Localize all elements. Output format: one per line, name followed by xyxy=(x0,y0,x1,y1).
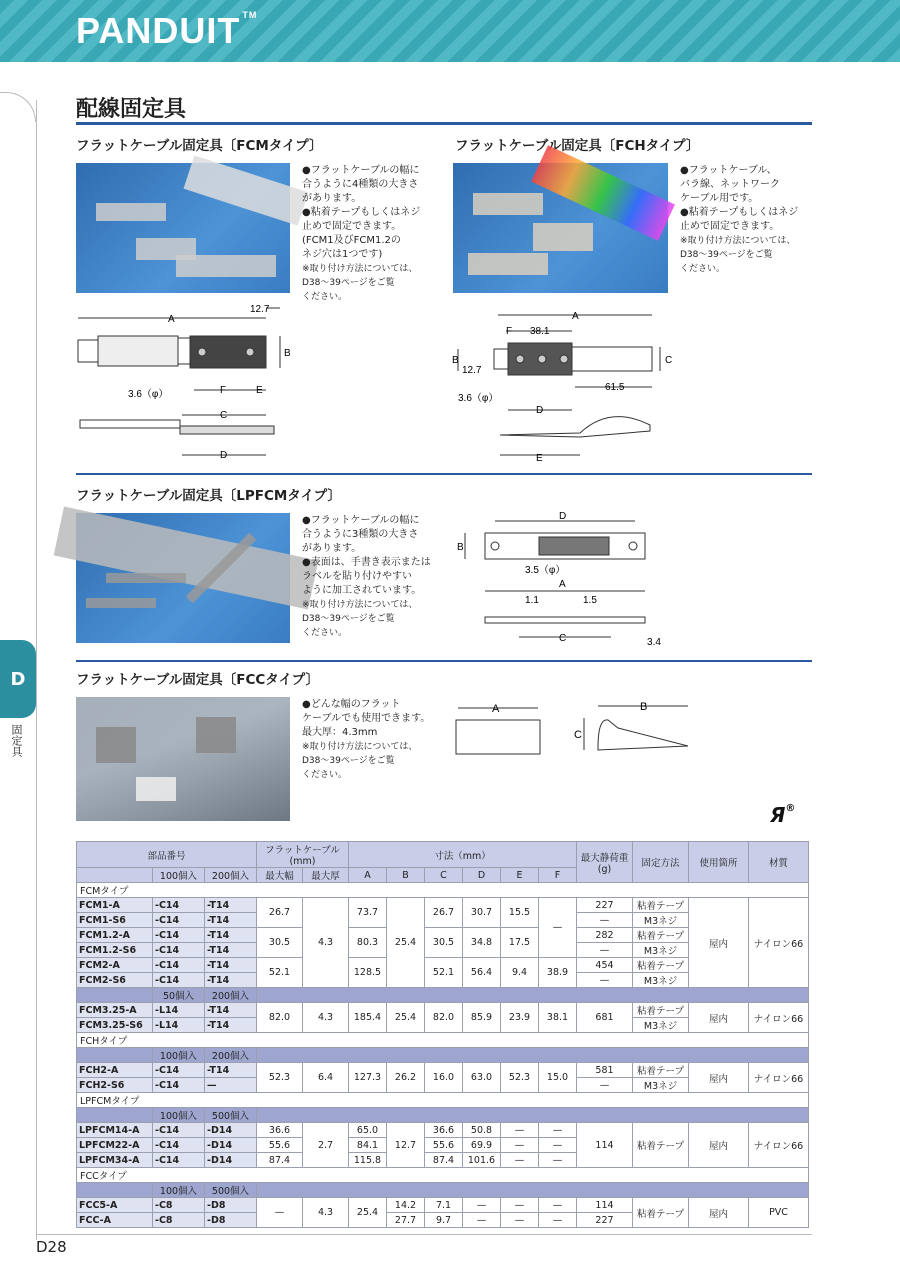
drawing-element: A xyxy=(492,703,500,715)
fcm-photo xyxy=(76,163,290,293)
table-cell: -L14 xyxy=(153,1018,205,1033)
table-cell: -T14 xyxy=(205,1003,257,1018)
drawing-element: A xyxy=(559,579,566,590)
drawing-element: B xyxy=(452,355,459,366)
table-cell: 87.4 xyxy=(257,1153,303,1168)
table-cell: 100個入 xyxy=(153,1108,205,1123)
table-cell: 681 xyxy=(577,1003,633,1033)
lpfcm-dimension-drawing xyxy=(455,505,675,653)
table-cell: A xyxy=(349,868,387,883)
table-cell: FCM2-S6 xyxy=(77,973,153,988)
table-cell: -L14 xyxy=(153,1003,205,1018)
table-cell: M3ネジ xyxy=(633,973,689,988)
table-cell: PVC xyxy=(749,1198,809,1228)
page-title: 配線固定具 xyxy=(76,97,187,122)
table-cell: 最大幅 xyxy=(257,868,303,883)
table-cell: — xyxy=(539,898,577,958)
note-line: 合うように4種類の大きさ xyxy=(302,179,419,190)
table-cell: B xyxy=(387,868,425,883)
drawing-element: B xyxy=(640,701,648,713)
table-cell: 材質 xyxy=(749,842,809,883)
table-cell: 粘着テープ xyxy=(633,1198,689,1228)
table-cell: -C14 xyxy=(153,1138,205,1153)
note-line: ●フラットケーブル、 xyxy=(680,165,777,176)
table-cell: 115.8 xyxy=(349,1153,387,1168)
section-tab-label: 固定具 xyxy=(10,724,23,757)
note-line: ケーブル用です。 xyxy=(680,193,759,204)
drawing-element: 3.4 xyxy=(647,637,661,648)
table-cell xyxy=(77,1108,153,1123)
table-cell: — xyxy=(257,1198,303,1228)
table-cell: -D14 xyxy=(205,1138,257,1153)
drawing-element: 3.5（φ） xyxy=(525,565,566,576)
table-cell: — xyxy=(577,973,633,988)
table-cell: -C14 xyxy=(153,1153,205,1168)
note-line: ください。 xyxy=(302,292,348,302)
drawing-element: 12.7 xyxy=(250,304,270,315)
table-cell: 最大静荷重 (g) xyxy=(577,842,633,883)
table-cell: — xyxy=(501,1123,539,1138)
note-line: ●粘着テープもしくはネジ xyxy=(302,207,421,218)
drawing-element xyxy=(180,426,274,434)
fch-dimension-drawing xyxy=(450,305,690,470)
note-line: 最大厚：4.3mm xyxy=(302,727,378,738)
table-cell: ナイロン66 xyxy=(749,898,809,988)
table-cell: — xyxy=(539,1138,577,1153)
note-line: ●フラットケーブルの幅に xyxy=(302,165,420,176)
table-cell: LPFCMタイプ xyxy=(77,1093,809,1108)
table-cell xyxy=(257,1108,809,1123)
note-line: ください。 xyxy=(302,628,348,638)
table-cell: ナイロン66 xyxy=(749,1003,809,1033)
table-cell: 185.4 xyxy=(349,1003,387,1033)
drawing-element: A xyxy=(572,311,579,322)
table-cell: E xyxy=(501,868,539,883)
table-cell: 65.0 xyxy=(349,1123,387,1138)
table-cell: 38.9 xyxy=(539,958,577,988)
table-cell: -D14 xyxy=(205,1153,257,1168)
note-line: D38～39ページをご覧 xyxy=(302,278,395,288)
table-cell: FCMタイプ xyxy=(77,883,809,898)
note-line: があります。 xyxy=(302,543,362,554)
table-cell: — xyxy=(463,1213,501,1228)
table-cell: -T14 xyxy=(205,973,257,988)
table-cell: -T14 xyxy=(205,898,257,913)
table-cell: 25.4 xyxy=(387,1003,425,1033)
drawing-element: B xyxy=(457,542,464,553)
title-rule xyxy=(76,122,812,125)
table-cell: — xyxy=(501,1153,539,1168)
note-line: (FCM1及びFCM1.2の xyxy=(302,235,401,246)
table-cell xyxy=(77,1048,153,1063)
table-cell: 282 xyxy=(577,928,633,943)
drawing-element: A xyxy=(168,314,175,325)
drawing-element xyxy=(80,420,180,428)
note-line: ※取り付け方法については、 xyxy=(302,264,418,274)
table-cell: -T14 xyxy=(205,958,257,973)
table-cell: 9.7 xyxy=(425,1213,463,1228)
fch-heading: フラットケーブル固定具〔FCHタイプ〕 xyxy=(455,138,700,154)
table-cell: 14.2 xyxy=(387,1198,425,1213)
table-cell: LPFCM14-A xyxy=(77,1123,153,1138)
table-cell: 36.6 xyxy=(257,1123,303,1138)
table-cell: 52.1 xyxy=(425,958,463,988)
fcc-heading: フラットケーブル固定具〔FCCタイプ〕 xyxy=(76,672,320,688)
drawing-element: F xyxy=(506,326,513,337)
note-line: ネジ穴は1つです) xyxy=(302,249,383,260)
table-cell: -T14 xyxy=(205,943,257,958)
table-cell: ナイロン66 xyxy=(749,1123,809,1168)
table-cell xyxy=(257,1048,809,1063)
table-cell: 固定方法 xyxy=(633,842,689,883)
note-line: ように加工されています。 xyxy=(302,585,422,596)
table-cell xyxy=(77,1183,153,1198)
table-cell: 581 xyxy=(577,1063,633,1078)
drawing-element xyxy=(485,617,645,623)
table-cell: 屋内 xyxy=(689,1003,749,1033)
table-cell: 200個入 xyxy=(205,988,257,1003)
table-cell: 52.3 xyxy=(257,1063,303,1093)
table-cell: FCM3.25-A xyxy=(77,1003,153,1018)
table-cell: -C14 xyxy=(153,943,205,958)
fcc-dimension-drawing xyxy=(448,698,698,773)
table-cell: 屋内 xyxy=(689,1198,749,1228)
table-cell: FCHタイプ xyxy=(77,1033,809,1048)
drawing-element xyxy=(538,355,546,363)
table-cell: 56.4 xyxy=(463,958,501,988)
table-cell: 69.9 xyxy=(463,1138,501,1153)
table-cell: 26.2 xyxy=(387,1063,425,1093)
table-cell: — xyxy=(463,1198,501,1213)
drawing-element: C xyxy=(220,410,228,421)
note-line: 止めで固定できます。 xyxy=(302,221,402,232)
note-line: 合うように3種類の大きさ xyxy=(302,529,419,540)
table-cell: 82.0 xyxy=(257,1003,303,1033)
header-banner xyxy=(0,0,900,62)
drawing-element xyxy=(598,720,688,750)
table-cell: 粘着テープ xyxy=(633,928,689,943)
table-cell: 4.3 xyxy=(303,1198,349,1228)
divider-2 xyxy=(76,660,812,662)
footer-rule xyxy=(36,1234,812,1235)
table-cell: ナイロン66 xyxy=(749,1063,809,1093)
table-cell xyxy=(257,1183,809,1198)
table-cell: 25.4 xyxy=(387,898,425,988)
table-cell: 454 xyxy=(577,958,633,973)
drawing-element xyxy=(98,336,178,366)
margin-curve xyxy=(0,92,36,122)
table-cell: 55.6 xyxy=(257,1138,303,1153)
table-cell xyxy=(77,868,153,883)
margin-line xyxy=(36,100,37,1240)
table-cell: 屋内 xyxy=(689,1123,749,1168)
table-cell: 25.4 xyxy=(349,1198,387,1228)
table-cell: 15.5 xyxy=(501,898,539,928)
drawing-element: D xyxy=(536,405,544,416)
drawing-element: C xyxy=(574,729,582,741)
table-cell: 粘着テープ xyxy=(633,958,689,973)
drawing-element: D xyxy=(559,511,567,522)
table-cell: 87.4 xyxy=(425,1153,463,1168)
table-cell: M3ネジ xyxy=(633,1078,689,1093)
table-cell: 114 xyxy=(577,1123,633,1168)
ul-certification-mark: Я® xyxy=(770,803,796,827)
table-cell xyxy=(257,988,809,1003)
note-line: 止めで固定できます。 xyxy=(680,221,780,232)
table-cell: FCM2-A xyxy=(77,958,153,973)
table-cell: 17.5 xyxy=(501,928,539,958)
table-cell: 2.7 xyxy=(303,1123,349,1168)
table-cell: -C14 xyxy=(153,898,205,913)
note-line: ※取り付け方法については、 xyxy=(302,742,418,752)
table-cell: M3ネジ xyxy=(633,913,689,928)
table-cell: FCM1-S6 xyxy=(77,913,153,928)
table-cell: 34.8 xyxy=(463,928,501,958)
table-cell: -T14 xyxy=(205,1018,257,1033)
fcm-dimension-drawing xyxy=(70,300,310,465)
table-cell: 200個入 xyxy=(205,1048,257,1063)
drawing-element xyxy=(198,348,206,356)
table-cell: FCM1.2-S6 xyxy=(77,943,153,958)
drawing-element xyxy=(494,349,508,369)
note-line: ください。 xyxy=(680,264,726,274)
lpfcm-notes xyxy=(302,514,442,640)
drawing-element xyxy=(500,417,650,437)
note-line: ケーブルでも使用できます。 xyxy=(302,713,431,724)
table-cell: -T14 xyxy=(205,928,257,943)
table-cell: 200個入 xyxy=(205,868,257,883)
table-cell: -T14 xyxy=(205,1063,257,1078)
lpfcm-photo xyxy=(76,513,290,643)
note-line: ●どんな幅のフラット xyxy=(302,699,401,710)
drawing-element xyxy=(629,542,637,550)
table-cell: -C8 xyxy=(153,1198,205,1213)
table-cell: 73.7 xyxy=(349,898,387,928)
panduit-logo: PANDUIT ™ xyxy=(76,10,258,51)
table-cell: — xyxy=(539,1213,577,1228)
note-line: ください。 xyxy=(302,770,348,780)
table-cell: 227 xyxy=(577,1213,633,1228)
table-cell: C xyxy=(425,868,463,883)
table-cell: 4.3 xyxy=(303,1003,349,1033)
section-tab: D xyxy=(0,640,36,718)
table-cell: 100個入 xyxy=(153,1183,205,1198)
drawing-element xyxy=(246,348,254,356)
table-cell: -C8 xyxy=(153,1213,205,1228)
table-cell: 85.9 xyxy=(463,1003,501,1033)
table-cell: FCC5-A xyxy=(77,1198,153,1213)
note-line: ラベルを貼り付けやすい xyxy=(302,571,412,582)
table-cell: 最大厚 xyxy=(303,868,349,883)
table-cell: M3ネジ xyxy=(633,943,689,958)
note-line: ※取り付け方法については、 xyxy=(302,600,418,610)
note-line: があります。 xyxy=(302,193,362,204)
table-cell: M3ネジ xyxy=(633,1018,689,1033)
note-line: ●表面は、手書き表示または xyxy=(302,557,431,568)
drawing-element xyxy=(560,355,568,363)
fch-notes xyxy=(680,164,815,276)
table-cell: -D14 xyxy=(205,1123,257,1138)
table-cell: LPFCM34-A xyxy=(77,1153,153,1168)
table-cell: 84.1 xyxy=(349,1138,387,1153)
table-cell: -D8 xyxy=(205,1213,257,1228)
note-line: ※取り付け方法については、 xyxy=(680,236,796,246)
table-cell: 55.6 xyxy=(425,1138,463,1153)
drawing-element: 12.7 xyxy=(462,365,482,376)
table-cell: 128.5 xyxy=(349,958,387,988)
table-cell: 38.1 xyxy=(539,1003,577,1033)
fch-photo xyxy=(453,163,668,293)
drawing-element xyxy=(516,355,524,363)
fcm-notes xyxy=(302,164,442,304)
table-cell: — xyxy=(205,1078,257,1093)
table-cell: 52.3 xyxy=(501,1063,539,1093)
drawing-element: C xyxy=(665,355,673,366)
table-cell: 粘着テープ xyxy=(633,1003,689,1018)
table-cell: F xyxy=(539,868,577,883)
note-line: D38～39ページをご覧 xyxy=(302,756,395,766)
table-cell: -C14 xyxy=(153,928,205,943)
table-cell: — xyxy=(577,1078,633,1093)
table-cell: 227 xyxy=(577,898,633,913)
table-cell: 30.5 xyxy=(257,928,303,958)
table-cell: 12.7 xyxy=(387,1123,425,1168)
drawing-element xyxy=(491,542,499,550)
drawing-element: 1.5 xyxy=(583,595,597,606)
table-cell: -C14 xyxy=(153,958,205,973)
drawing-element xyxy=(572,347,652,371)
table-cell: 30.7 xyxy=(463,898,501,928)
table-cell: FCM1.2-A xyxy=(77,928,153,943)
table-cell xyxy=(77,988,153,1003)
table-cell: -T14 xyxy=(205,913,257,928)
drawing-element xyxy=(456,720,540,754)
table-cell: FCH2-A xyxy=(77,1063,153,1078)
table-cell: 63.0 xyxy=(463,1063,501,1093)
table-cell: FCCタイプ xyxy=(77,1168,809,1183)
fcc-photo xyxy=(76,697,290,821)
table-cell: 80.3 xyxy=(349,928,387,958)
note-line: ●フラットケーブルの幅に xyxy=(302,515,420,526)
drawing-element xyxy=(539,537,609,555)
table-cell: — xyxy=(539,1198,577,1213)
table-cell: 26.7 xyxy=(425,898,463,928)
table-cell: -C14 xyxy=(153,913,205,928)
table-cell: 26.7 xyxy=(257,898,303,928)
drawing-element: D xyxy=(220,450,228,461)
note-line: ●粘着テープもしくはネジ xyxy=(680,207,799,218)
fcm-heading: フラットケーブル固定具〔FCMタイプ〕 xyxy=(76,138,323,154)
table-cell: 7.1 xyxy=(425,1198,463,1213)
table-cell: 100個入 xyxy=(153,1048,205,1063)
drawing-element: 61.5 xyxy=(605,382,625,393)
table-cell: 127.3 xyxy=(349,1063,387,1093)
table-cell: 30.5 xyxy=(425,928,463,958)
table-cell: 粘着テープ xyxy=(633,1063,689,1078)
table-cell: -C14 xyxy=(153,1078,205,1093)
table-cell: LPFCM22-A xyxy=(77,1138,153,1153)
divider-1 xyxy=(76,473,812,475)
table-cell: 101.6 xyxy=(463,1153,501,1168)
table-cell: 粘着テープ xyxy=(633,898,689,913)
table-cell: 50.8 xyxy=(463,1123,501,1138)
table-cell: FCC-A xyxy=(77,1213,153,1228)
table-cell: — xyxy=(539,1153,577,1168)
note-line: バラ線、ネットワーク xyxy=(680,179,780,190)
table-cell: 23.9 xyxy=(501,1003,539,1033)
drawing-element xyxy=(178,338,190,364)
drawing-element: 1.1 xyxy=(525,595,539,606)
table-cell: — xyxy=(577,913,633,928)
drawing-element xyxy=(78,340,98,362)
table-cell: 50個入 xyxy=(153,988,205,1003)
table-cell: 粘着テープ xyxy=(633,1123,689,1168)
drawing-element: 38.1 xyxy=(530,326,550,337)
drawing-element: B xyxy=(284,348,291,359)
note-line: D38～39ページをご覧 xyxy=(302,614,395,624)
table-cell: 6.4 xyxy=(303,1063,349,1093)
table-cell: 寸法（mm） xyxy=(349,842,577,868)
drawing-element: 3.6（φ） xyxy=(458,393,499,404)
table-cell: 4.3 xyxy=(303,898,349,988)
table-cell: 15.0 xyxy=(539,1063,577,1093)
table-cell: FCM3.25-S6 xyxy=(77,1018,153,1033)
table-cell: -C14 xyxy=(153,973,205,988)
table-cell: 部品番号 xyxy=(77,842,257,868)
table-cell: 500個入 xyxy=(205,1183,257,1198)
table-cell: 52.1 xyxy=(257,958,303,988)
table-cell: D xyxy=(463,868,501,883)
table-cell: — xyxy=(577,943,633,958)
table-cell: -C14 xyxy=(153,1123,205,1138)
drawing-element: E xyxy=(536,453,543,464)
table-cell: 屋内 xyxy=(689,898,749,988)
table-cell: FCH2-S6 xyxy=(77,1078,153,1093)
table-cell: — xyxy=(539,1123,577,1138)
table-cell: 16.0 xyxy=(425,1063,463,1093)
drawing-element: F xyxy=(220,385,227,396)
note-line: D38～39ページをご覧 xyxy=(680,250,773,260)
table-cell: — xyxy=(501,1138,539,1153)
table-cell: 100個入 xyxy=(153,868,205,883)
table-cell: 屋内 xyxy=(689,1063,749,1093)
page-number: D28 xyxy=(36,1238,67,1256)
table-cell: -D8 xyxy=(205,1198,257,1213)
table-cell: 82.0 xyxy=(425,1003,463,1033)
table-cell: 114 xyxy=(577,1198,633,1213)
table-cell: -C14 xyxy=(153,1063,205,1078)
table-cell: — xyxy=(501,1198,539,1213)
table-cell: フラットケーブル(mm) xyxy=(257,842,349,868)
table-cell: 9.4 xyxy=(501,958,539,988)
table-cell: 使用箇所 xyxy=(689,842,749,883)
table-cell: 36.6 xyxy=(425,1123,463,1138)
fcc-notes xyxy=(302,698,447,782)
spec-table xyxy=(76,841,809,1228)
table-cell: — xyxy=(501,1213,539,1228)
drawing-element: 3.6（φ） xyxy=(128,389,169,400)
table-cell: 500個入 xyxy=(205,1108,257,1123)
lpfcm-heading: フラットケーブル固定具〔LPFCMタイプ〕 xyxy=(76,488,342,504)
drawing-element: E xyxy=(256,385,263,396)
drawing-element: C xyxy=(559,633,567,644)
table-cell: 27.7 xyxy=(387,1213,425,1228)
table-cell: FCM1-A xyxy=(77,898,153,913)
